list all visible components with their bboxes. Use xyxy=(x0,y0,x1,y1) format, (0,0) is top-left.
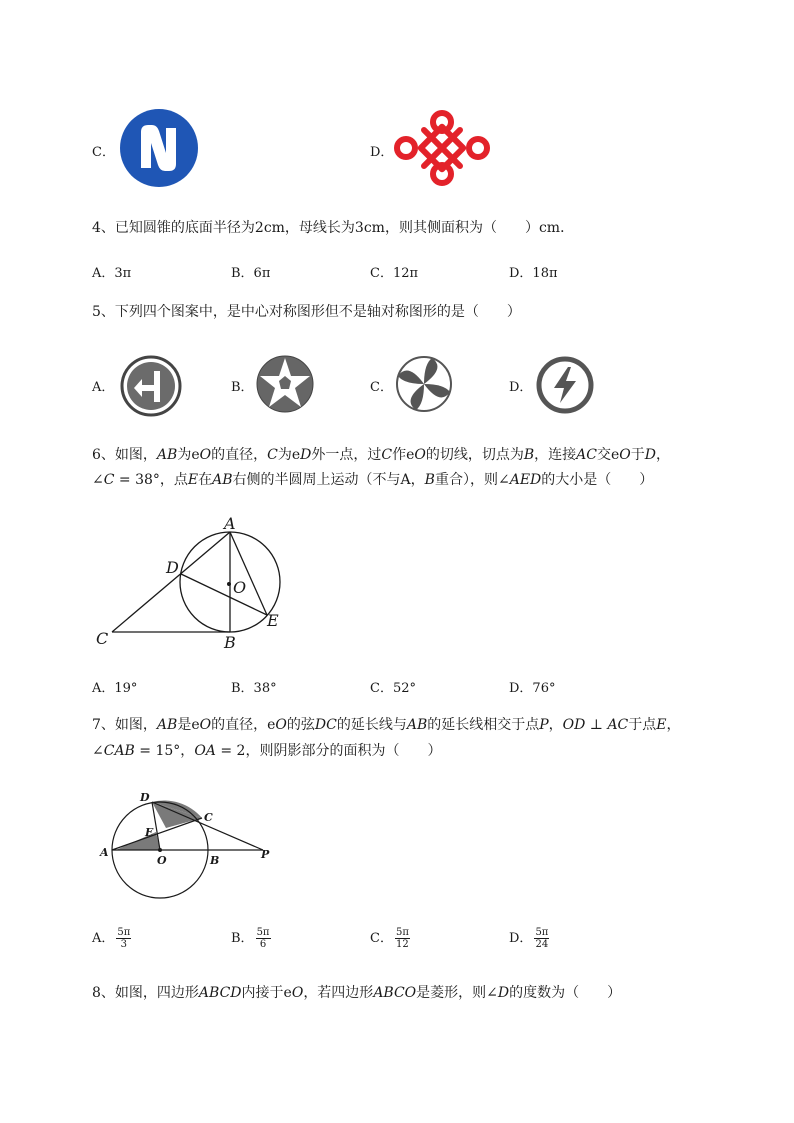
question-7-line-2: ∠CAB = 15°，OA = 2，则阴影部分的面积为（ ） xyxy=(92,743,442,759)
point-label-b: B xyxy=(210,854,220,867)
point-label-d: D xyxy=(166,558,179,577)
blue-circle-n-logo-icon xyxy=(119,108,199,188)
option-c: C．12π xyxy=(370,266,419,281)
option-c: C．52° xyxy=(370,681,416,696)
question-7-figure xyxy=(98,784,288,904)
option-a: A． $\frac{5\pi}{3}$ xyxy=(92,927,131,950)
point-label-d: D xyxy=(140,791,150,804)
red-chinese-knot-logo-icon xyxy=(393,109,491,187)
point-label-o: O xyxy=(233,578,247,597)
option-label: D． xyxy=(370,145,394,160)
option-label: C． xyxy=(92,145,115,160)
lightning-circle-icon xyxy=(535,355,595,415)
option-d: D． $\frac{5\pi}{24}$ xyxy=(509,927,549,950)
point-label-c: C xyxy=(96,629,109,648)
question-5-text: 5、下列四个图案中，是中心对称图形但不是轴对称图形的是（ ） xyxy=(92,304,521,320)
option-a: A．19° xyxy=(92,681,138,696)
option-c: C． $\frac{5\pi}{12}$ xyxy=(370,927,409,950)
point-label-a: A xyxy=(224,514,236,533)
turn-arrow-sign-icon xyxy=(120,355,182,417)
option-b: B． $\frac{5\pi}{6}$ xyxy=(231,927,270,950)
question-4-text: 4、已知圆锥的底面半径为2cm，母线长为3cm，则其侧面积为（ ）cm． xyxy=(92,220,575,236)
question-7-line-1: 7、如图，AB是eO的直径，eO的弦DC的延长线与AB的延长线相交于点P，OD ⊥ AC于点E， xyxy=(92,717,681,733)
point-label-e: E xyxy=(267,611,279,630)
point-label-c: C xyxy=(204,811,213,824)
option-d: D．18π xyxy=(509,266,558,281)
option-label: A． xyxy=(92,380,115,395)
point-label-o: O xyxy=(157,854,167,867)
point-label-b: B xyxy=(224,633,236,652)
option-label: C． xyxy=(370,380,393,395)
point-label-p: P xyxy=(261,848,270,861)
star-circle-icon xyxy=(255,354,315,414)
question-6-figure xyxy=(90,510,300,655)
point-label-a: A xyxy=(100,846,109,859)
four-leaf-circle-icon xyxy=(394,354,454,414)
option-b: B．6π xyxy=(231,266,271,281)
question-6-line-2: ∠C = 38°，点E在AB右侧的半圆周上运动（不与A，B重合），则∠AED的大小是（ ） xyxy=(92,472,654,488)
point-label-e: E xyxy=(145,826,154,839)
option-label: B． xyxy=(231,380,254,395)
option-a: A．3π xyxy=(92,266,132,281)
question-6-line-1: 6、如图，AB为eO的直径，C为eD外一点，过C作eO的切线，切点为B，连接AC交eO于D， xyxy=(92,447,670,463)
option-d: D．76° xyxy=(509,681,556,696)
option-b: B．38° xyxy=(231,681,277,696)
question-8-text: 8、如图，四边形ABCD内接于eO，若四边形ABCO是菱形，则∠D的度数为（ ） xyxy=(92,985,622,1001)
option-label: D． xyxy=(509,380,533,395)
